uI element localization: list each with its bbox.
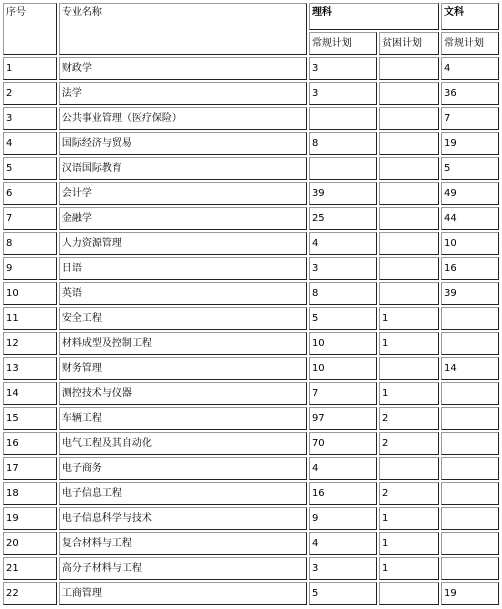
- table-row: [3, 182, 499, 205]
- cell-seq: 11: [3, 307, 57, 330]
- cell-science-poor: [379, 457, 439, 480]
- cell-science-regular: 4: [309, 457, 377, 480]
- header-seq: 序号: [3, 3, 57, 55]
- cell-science-regular: 25: [309, 207, 377, 230]
- table-row: [3, 332, 499, 355]
- cell-major-name: 金融学: [59, 207, 307, 230]
- table-row: [3, 107, 499, 130]
- cell-arts-regular: 19: [441, 132, 499, 155]
- cell-arts-regular: 7: [441, 107, 499, 130]
- cell-science-poor: [379, 582, 439, 605]
- cell-science-regular: 3: [309, 82, 377, 105]
- cell-science-regular: 5: [309, 307, 377, 330]
- cell-seq: 9: [3, 257, 57, 280]
- cell-seq: 10: [3, 282, 57, 305]
- cell-arts-regular: 39: [441, 282, 499, 305]
- table-row: [3, 282, 499, 305]
- header-science-poor: 贫困计划: [379, 32, 439, 55]
- cell-science-poor: [379, 182, 439, 205]
- cell-science-regular: 97: [309, 407, 377, 430]
- cell-major-name: 财政学: [59, 57, 307, 80]
- cell-arts-regular: [441, 332, 499, 355]
- cell-science-poor: 2: [379, 432, 439, 455]
- cell-major-name: 财务管理: [59, 357, 307, 380]
- cell-science-poor: [379, 357, 439, 380]
- cell-seq: 12: [3, 332, 57, 355]
- cell-science-regular: 10: [309, 357, 377, 380]
- cell-science-regular: 4: [309, 532, 377, 555]
- cell-science-regular: 16: [309, 482, 377, 505]
- cell-seq: 1: [3, 57, 57, 80]
- cell-seq: 18: [3, 482, 57, 505]
- cell-science-poor: [379, 282, 439, 305]
- cell-seq: 16: [3, 432, 57, 455]
- cell-science-regular: 7: [309, 382, 377, 405]
- cell-seq: 6: [3, 182, 57, 205]
- cell-arts-regular: 16: [441, 257, 499, 280]
- cell-arts-regular: [441, 507, 499, 530]
- cell-seq: 5: [3, 157, 57, 180]
- cell-science-regular: 39: [309, 182, 377, 205]
- cell-science-poor: [379, 257, 439, 280]
- cell-arts-regular: 14: [441, 357, 499, 380]
- cell-science-poor: [379, 82, 439, 105]
- table-row: [3, 432, 499, 455]
- cell-science-regular: 10: [309, 332, 377, 355]
- cell-arts-regular: [441, 432, 499, 455]
- cell-seq: 4: [3, 132, 57, 155]
- table-row: [3, 357, 499, 380]
- cell-science-regular: 3: [309, 557, 377, 580]
- cell-science-poor: 2: [379, 482, 439, 505]
- cell-science-poor: 1: [379, 557, 439, 580]
- cell-science-regular: [309, 157, 377, 180]
- cell-science-regular: [309, 107, 377, 130]
- table-row: [3, 307, 499, 330]
- table-row: [3, 407, 499, 430]
- cell-science-poor: [379, 207, 439, 230]
- cell-major-name: 公共事业管理（医疗保险）: [59, 107, 307, 130]
- cell-major-name: 安全工程: [59, 307, 307, 330]
- cell-seq: 7: [3, 207, 57, 230]
- cell-arts-regular: [441, 532, 499, 555]
- cell-science-regular: 4: [309, 232, 377, 255]
- cell-major-name: 法学: [59, 82, 307, 105]
- table-row: [3, 532, 499, 555]
- cell-seq: 17: [3, 457, 57, 480]
- table-row: [3, 457, 499, 480]
- cell-arts-regular: [441, 407, 499, 430]
- cell-major-name: 测控技术与仪器: [59, 382, 307, 405]
- cell-science-poor: 1: [379, 332, 439, 355]
- cell-seq: 8: [3, 232, 57, 255]
- enrollment-plan-table: [1, 1, 501, 607]
- cell-arts-regular: [441, 307, 499, 330]
- table-row: [3, 507, 499, 530]
- cell-seq: 20: [3, 532, 57, 555]
- cell-science-poor: 1: [379, 532, 439, 555]
- cell-science-regular: 8: [309, 282, 377, 305]
- cell-science-regular: 9: [309, 507, 377, 530]
- cell-science-poor: [379, 157, 439, 180]
- cell-major-name: 材料成型及控制工程: [59, 332, 307, 355]
- table-row: [3, 557, 499, 580]
- cell-science-regular: 8: [309, 132, 377, 155]
- table-row: [3, 82, 499, 105]
- cell-arts-regular: 5: [441, 157, 499, 180]
- header-science-regular: 常规计划: [309, 32, 377, 55]
- cell-arts-regular: 49: [441, 182, 499, 205]
- cell-arts-regular: 4: [441, 57, 499, 80]
- cell-seq: 19: [3, 507, 57, 530]
- cell-science-regular: 3: [309, 57, 377, 80]
- cell-science-regular: 3: [309, 257, 377, 280]
- header-row: [3, 3, 499, 30]
- cell-major-name: 电子信息科学与技术: [59, 507, 307, 530]
- cell-arts-regular: [441, 482, 499, 505]
- cell-major-name: 车辆工程: [59, 407, 307, 430]
- cell-major-name: 英语: [59, 282, 307, 305]
- cell-seq: 14: [3, 382, 57, 405]
- cell-major-name: 高分子材料与工程: [59, 557, 307, 580]
- cell-arts-regular: 36: [441, 82, 499, 105]
- cell-major-name: 复合材料与工程: [59, 532, 307, 555]
- header-major: 专业名称: [59, 3, 307, 55]
- cell-seq: 3: [3, 107, 57, 130]
- cell-arts-regular: 10: [441, 232, 499, 255]
- cell-major-name: 电子信息工程: [59, 482, 307, 505]
- cell-seq: 21: [3, 557, 57, 580]
- cell-major-name: 电气工程及其自动化: [59, 432, 307, 455]
- cell-science-poor: [379, 132, 439, 155]
- cell-science-regular: 70: [309, 432, 377, 455]
- table-row: [3, 232, 499, 255]
- cell-major-name: 电子商务: [59, 457, 307, 480]
- table-row: [3, 157, 499, 180]
- cell-science-poor: 1: [379, 507, 439, 530]
- table-row: [3, 57, 499, 80]
- table-row: [3, 382, 499, 405]
- cell-major-name: 汉语国际教育: [59, 157, 307, 180]
- cell-seq: 15: [3, 407, 57, 430]
- cell-major-name: 人力资源管理: [59, 232, 307, 255]
- table-row: [3, 207, 499, 230]
- cell-seq: 2: [3, 82, 57, 105]
- cell-arts-regular: 19: [441, 582, 499, 605]
- cell-major-name: 工商管理: [59, 582, 307, 605]
- cell-seq: 22: [3, 582, 57, 605]
- cell-arts-regular: [441, 457, 499, 480]
- cell-science-poor: 2: [379, 407, 439, 430]
- table-row: [3, 482, 499, 505]
- table-row: [3, 257, 499, 280]
- cell-seq: 13: [3, 357, 57, 380]
- header-arts-regular: 常规计划: [441, 32, 499, 55]
- cell-science-poor: 1: [379, 307, 439, 330]
- cell-science-poor: [379, 57, 439, 80]
- cell-arts-regular: [441, 382, 499, 405]
- cell-arts-regular: 44: [441, 207, 499, 230]
- cell-major-name: 会计学: [59, 182, 307, 205]
- header-arts: 文科: [441, 3, 499, 30]
- cell-science-poor: [379, 232, 439, 255]
- cell-science-poor: 1: [379, 382, 439, 405]
- cell-science-poor: [379, 107, 439, 130]
- cell-arts-regular: [441, 557, 499, 580]
- header-science: 理科: [309, 3, 439, 30]
- table-row: [3, 582, 499, 605]
- cell-major-name: 国际经济与贸易: [59, 132, 307, 155]
- table-row: [3, 132, 499, 155]
- cell-science-regular: 5: [309, 582, 377, 605]
- cell-major-name: 日语: [59, 257, 307, 280]
